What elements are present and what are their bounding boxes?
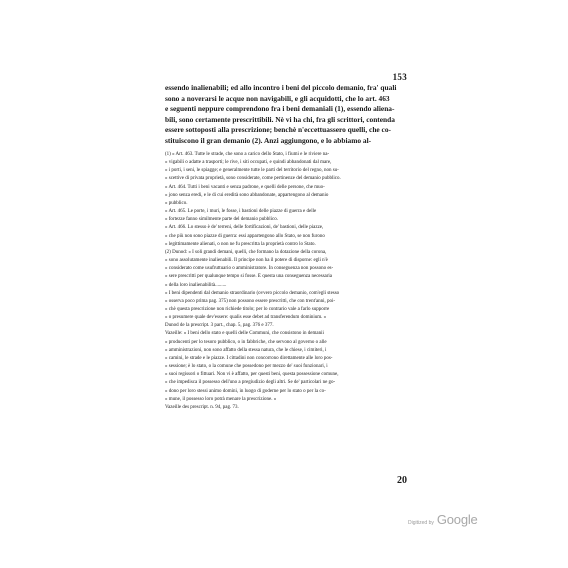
footnote-line: » della loro inalienabilità......... [165,282,227,288]
footnote-line: (2) Dunod: « I soli grandi demani, quelli, che formano la dotazione della corona, [165,249,327,255]
footnote-line: » amministrazioni, non sono affatto della stessa natura, che le chiese, i cimiteri, i [165,347,327,353]
footnote-line: » chè questa prescrizione non richiede titolo; per lo contrario vale a farlo supporre [165,306,330,312]
book-page [165,72,407,492]
footnote-line: » che più non sono piazze di guerra: essi appartengono allo Stato, se non furono [165,233,325,239]
footnote-line: » Art. 466. Lo stesso è de' terreni, delle fortificazioni, de' bastioni, delle piazze, [165,225,324,231]
footnote-line: Dunod de la prescript. 3 part., chap. 5, pag. 376 e 377. [165,323,274,329]
footnote-line: » o presumere quale dev'essere: qualis esse debet ad transferendum dominium. » [165,315,327,321]
footnote-line: » pubblico. [165,200,188,206]
footnote-line: » mune, il possesso loro potrà menare la prescrizione. » [165,396,277,402]
footnote-line: » i porti, i seni, le spiagge; e generalmente tutte le parti del territorio del regno, non su- [165,168,339,174]
body-line: bili, sono certamente prescrittibili. Nè vi ha chi, fra gli scrittori, contenda [165,114,395,124]
footnote-line: » legittimamente alienati, o non ne fu prescritta la proprietà contro lo Stato. [165,241,316,247]
body-line: sono a noverarsi le acque non navigabili, e gli acquidotti, che lo art. 463 [165,93,390,103]
footnote-line: » Art. 464. Tutti i beni vacanti e senza padrone, e quelli delle persone, che muo- [165,184,325,190]
footnote-line: » sono assolutamente inalienabili. Il principe non ha il potere di disporne: egli n'è [165,258,328,264]
footnotes [165,151,407,412]
google-logo: Google [436,512,478,527]
footnote-line: » sere prescritti per qualunque tempo si fosse. È questa una conseguenza necessaria [165,274,333,280]
footnote-line: Vazeille des prescript. n. 94, pag. 73. [165,404,239,410]
footnote-line: » camini, le strade e le piazze. I cittadini non concorrono direttamente alle loro pos- [165,355,333,361]
watermark-prefix: Digitized by [408,520,434,526]
page-number: 153 [392,72,407,82]
body-line: e seguenti neppure comprendono fra i beni demaniali (1), essendo aliena- [165,104,395,114]
footnote-line: » considerato come usufruttuario o amministratore. In conseguenza non possono es- [165,266,334,272]
footnote-line: » che impedisca il possesso dell'uno a pregiudizio degli altri. Se de' particolari ne go- [165,380,336,386]
footnote-line: » jono senza eredi, e le di cui eredità sono abbandonate, appartengono al demanio [165,192,329,198]
body-line: essere sottoposti alla prescrizione; benchè n'eccettuassero quelli, che co- [165,125,391,135]
footnote-line: » producenti per lo tesoro pubblico, o in fabbriche, che servono al governo o alle [165,339,327,345]
main-text [165,83,407,147]
footnote-line: » sessione; è lo stato, o la comune che possedono per mezzo de' suoi funzionari, i [165,364,328,370]
footnote-line: (1) » Art. 463. Tutte le strade, che sono a carico dello Stato, i fiumi e le riviere na- [165,152,330,157]
footnote-line: » vigabili o adatte a trasporti; le rive, i siti occupati, e quindi abbandonati dal mare, [165,160,332,166]
footnote-line: » fortezze fanno similmente parte del demanio pubblico. [165,217,279,223]
body-line: stituiscono il gran demanio (2). Anzi aggiungono, e lo abbiamo al- [165,135,372,145]
footnote-line: Vazeille: « I beni dello stato e quelli delle Communi, che consistono in demanii [165,331,324,337]
footnote-line: » I beni dipendenti dal demanio straordinario (ovvero piccolo demanio, com'egli stesso [165,290,340,296]
signature-mark: 20 [397,475,407,486]
footnote-line: » osserva poco prima pag. 375) non possono essere prescritti, che con trent'anni, poi- [165,298,336,304]
footnote-line: » suoi regissori o fittuari. Non vi è affatto, per questi beni, questa possessione comune, [165,372,339,378]
footnote-line: » scettive di privata proprietà, sono considerate, come pertinenze del demanio pubblico. [165,176,341,182]
footnote-line: » dono per loro stessi animo domini, in luogo di goderne per lo stato o per la co- [165,388,326,394]
digitized-watermark [408,512,478,527]
footnote-line: » Art. 465. Le porte, i muri, le fosse, i bastioni delle piazze di guerra e delle [165,209,317,215]
body-line: essendo inalienabili; ed allo incontro i beni del piccolo demanio, fra' quali [165,83,397,92]
